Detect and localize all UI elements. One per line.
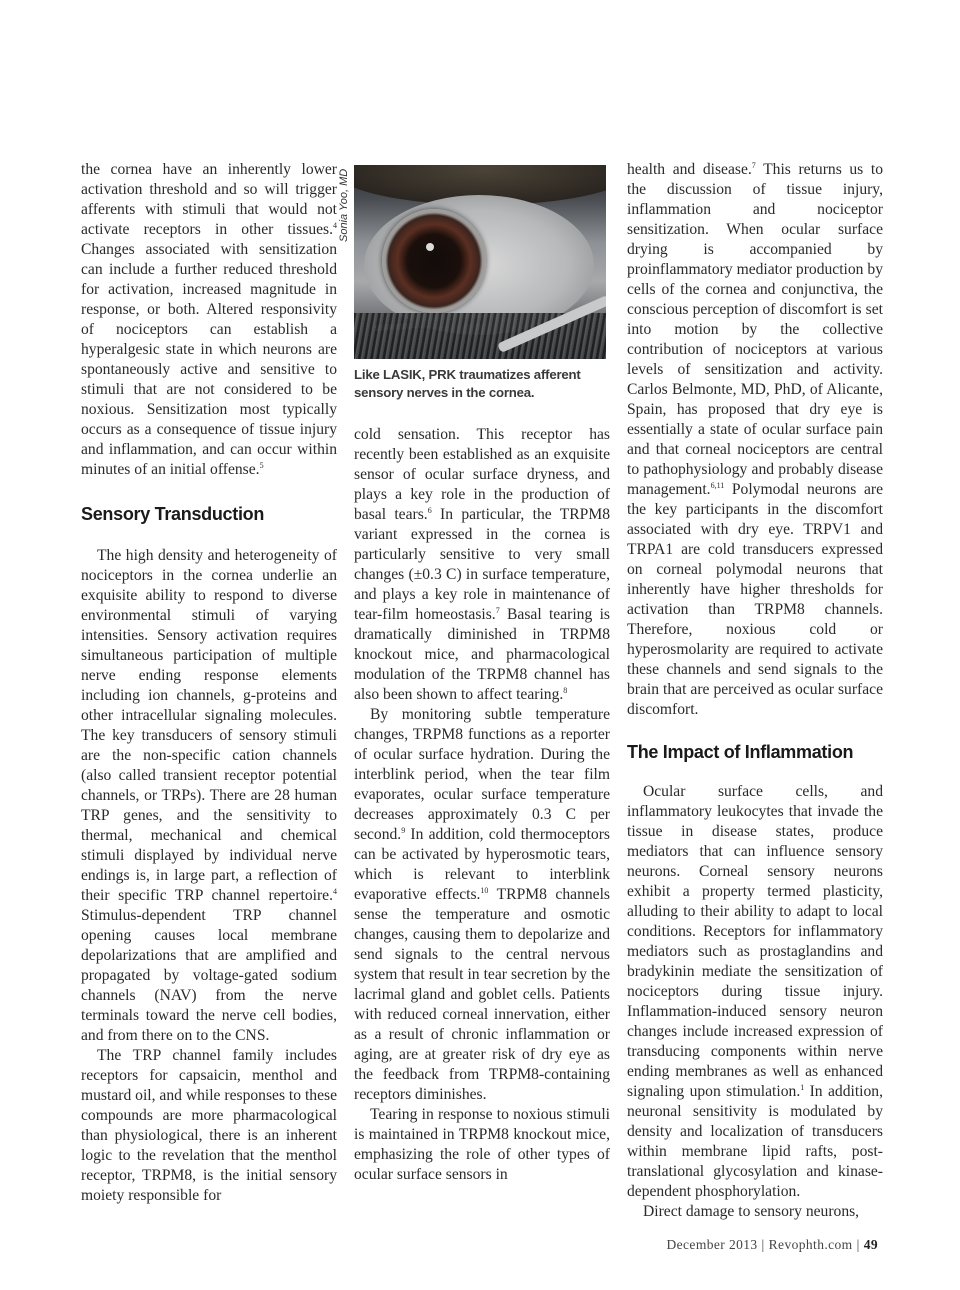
figure <box>354 165 606 402</box>
paragraph: Ocular surface cells, and inflammatory leukocytes that invade the tissue in disease states, produce mediators that can influence sensory neurons. Corneal sensory neurons exhibit a property termed plasticity, alluding to their ability to adapt to local conditions. Receptors for inflammatory mediators such as prostaglandins and bradykinin mediate the sensitization of nociceptors during tissue injury. Inflammation-induced sensory neuron changes include increased expression of transducing components within nerve ending membranes as well as enhanced signaling upon stimulation.$^1$ In addition, neuronal sensitivity is modulated by density and localization of transducers within membrane lipid rafts, post-translational glycosylation and kinase-dependent phosphorylation. <box>627 783 883 1200</box>
paragraph: Direct damage to sensory neurons, <box>643 1203 860 1220</box>
reference-superscript: 7 <box>751 161 756 170</box>
article-column-3 <box>627 160 883 1222</box>
site-name: Revophth.com <box>768 1237 853 1252</box>
article-column-1 <box>81 160 337 1206</box>
paragraph: cold sensation. This receptor has recently been established as an exquisite sensor of ocular surface dryness, and plays a key role in the production of basal tears.$^6$ In particular, the TRPM8 variant expressed in the cornea is particularly sensitive to very small changes (±0.3 C) in surface temperature, and plays a key role in maintenance of tear-film homeostasis.$^7$ Basal tearing is dramatically diminished in TRPM8 knockout mice, and pharmacological modulation of the TRPM8 channel has also been shown to affect tearing.$^8$ <box>354 426 610 703</box>
section-heading-impact-of-inflammation: The Impact of Inflammation <box>627 742 854 762</box>
paragraph: health and disease.$^7$ This returns us to the discussion of tissue injury, inflammation and nociceptor sensitization. When ocular surface drying is accompanied by proinflammatory mediator production by cells of the cornea and conjunctiva, the conscious perception of discomfort is set into motion by the collective contribution of nociceptors at various levels of sensitization and activity. Carlos Belmonte, MD, PhD, of Alicante, Spain, has proposed that dry eye is essentially a state of ocular surface pain and that corneal nociceptors are central to pathophysiology and probably disease management.$^{6,11}$ Polymodal neurons are the key participants in the discomfort associated with dry eye. TRPV1 and TRPA1 are cold transducers expressed on corneal polymodal neurons that inherently have higher thresholds for activation than TRPM8 channels. Therefore, noxious cold or hyperosmolarity are required to activate these channels and send signals to the brain that are perceived as ocular surface discomfort. <box>627 161 883 718</box>
reference-superscript: 1 <box>800 1083 805 1092</box>
footer-separator: | <box>856 1237 860 1252</box>
paragraph: The TRP channel family includes receptors for capsaicin, menthol and mustard oil, and while responses to these compounds are more pharmacological than physiological, there is an inherent logic to the revelation that the menthol receptor, TRPM8, is the initial sensory moiety responsible for <box>81 1047 337 1204</box>
article-column-2 <box>354 425 610 1185</box>
reference-superscript: 8 <box>563 686 568 695</box>
reference-superscript: 5 <box>259 461 264 470</box>
section-heading-sensory-transduction: Sensory Transduction <box>81 504 265 524</box>
reference-superscript: 7 <box>495 606 500 615</box>
paragraph: the cornea have an inherently lower activation threshold and so will trigger afferents with stimuli that would not activate receptors in other tissues.$^4$ Changes associated with sensitization can include a further reduced threshold for activation, increased magnitude in response, or both. Altered responsivity of nociceptors can establish a hyperalgesic state in which neurons are spontaneously active and sensitive to stimuli that are not considered to be noxious. Sensitization most typically occurs as a consequence of tissue injury and inflammation, and can occur within minutes of an initial offense.$^5$ <box>81 161 337 478</box>
eye-surgery-photo <box>354 165 606 359</box>
figure-caption: Like LASIK, PRK traumatizes afferent sensory nerves in the cornea. <box>354 367 581 400</box>
reference-superscript: 9 <box>401 826 406 835</box>
reference-superscript: 10 <box>480 886 489 895</box>
page-number: 49 <box>863 1237 878 1252</box>
issue-date: December 2013 <box>666 1237 758 1252</box>
paragraph: Tearing in response to noxious stimuli is maintained in TRPM8 knockout mice, emphasizing the role of other types of ocular surface sensors in <box>354 1106 610 1183</box>
reference-superscript: 4 <box>333 887 337 896</box>
footer-separator: | <box>761 1237 765 1252</box>
reference-superscript: 6,11 <box>710 481 725 490</box>
paragraph: By monitoring subtle temperature changes, TRPM8 functions as a reporter of ocular surface hydration. During the interblink period, when the tear film evaporates, ocular surface temperature decreases approximately 0.3 C per second.$^9$ In addition, cold thermoceptors can be activated by hyperosmotic tears, which is relevant to interblink evaporative effects.$^{10}$ TRPM8 channels sense the temperature and osmotic changes, causing them to depolarize and send signals to the central nervous system that result in tear secretion by the lacrimal gland and goblet cells. Patients with reduced corneal innervation, either as a result of chronic inflammation or aging, are at greater risk of dry eye as the feedback from TRPM8-containing receptors diminishes. <box>354 706 610 1103</box>
paragraph: The high density and heterogeneity of nociceptors in the cornea underlie an exquisite ability to respond to diverse environmental stimuli of varying intensities. Sensory activation requires simultaneous participation of multiple nerve ending response elements including ion channels, g-proteins and other intracellular signaling molecules. The key transducers of sensory stimuli are the non-specific cation channels (also called transient receptor potential channels, or TRPs). There are 28 human TRP genes, and the sensitivity to thermal, mechanical and chemical stimuli displayed by individual nerve endings is, in large part, a reflection of their specific TRP channel repertoire.$^4$ Stimulus-dependent TRP channel opening causes local membrane depolarizations that are amplified and propagated by voltage-gated sodium channels (NAV) from the nerve terminals toward the nerve cell bodies, and from there on to the CNS. <box>81 547 337 1044</box>
photo-credit: Sonia Yoo, MD <box>338 168 350 242</box>
page-footer <box>667 1237 879 1253</box>
reference-superscript: 4 <box>333 221 337 230</box>
reference-superscript: 6 <box>427 506 432 515</box>
